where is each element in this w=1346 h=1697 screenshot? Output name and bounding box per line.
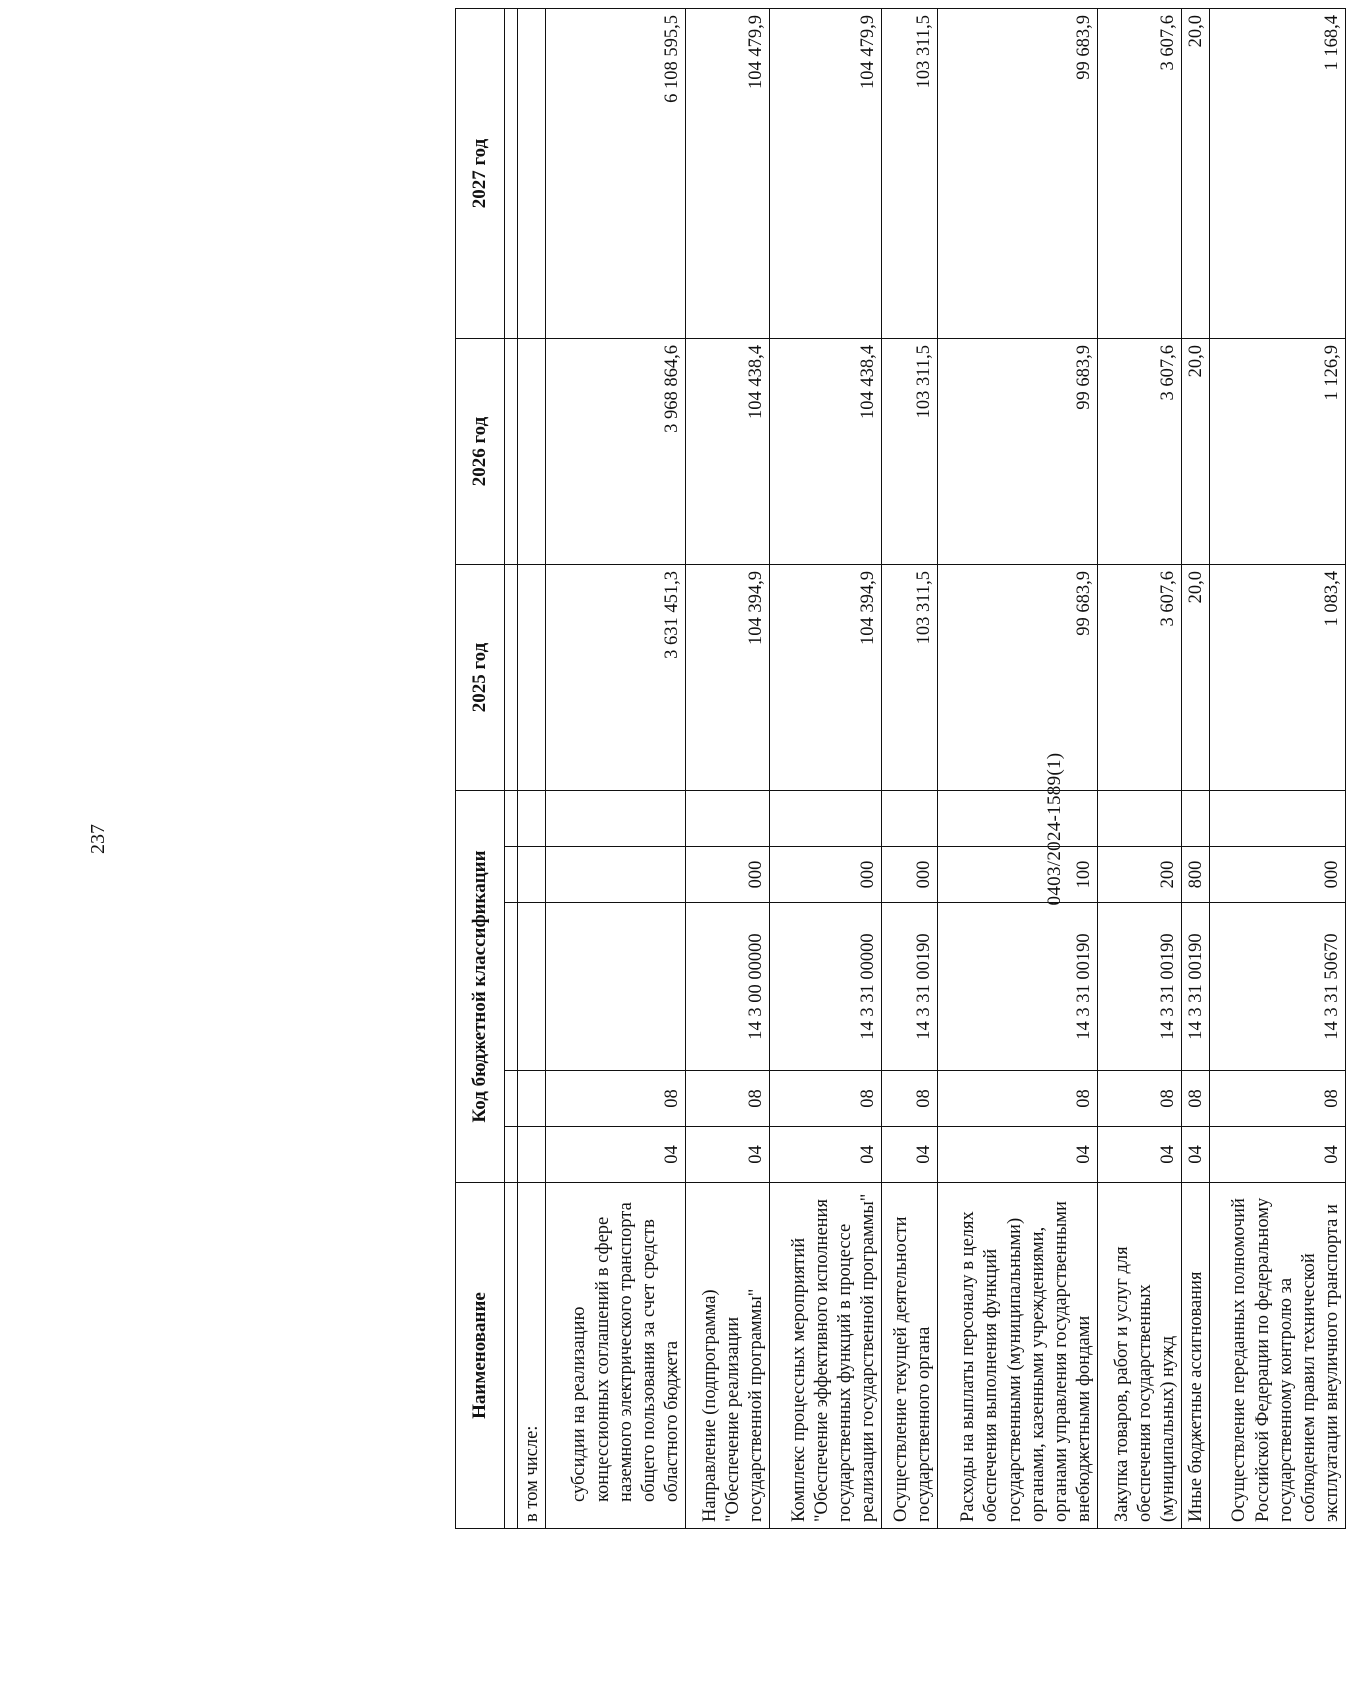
- table-row: [546, 9, 686, 1529]
- table-row: [1098, 9, 1182, 1529]
- table-row: [1210, 9, 1346, 1529]
- value-2026: 103 311,5: [882, 339, 938, 565]
- code-target-article: 14 3 00 00000: [686, 903, 770, 1071]
- code-empty: [882, 791, 938, 847]
- value-2025: 1 083,4: [1210, 565, 1346, 791]
- code-expense-type: 000: [686, 847, 770, 903]
- code-target-article: 14 3 31 00000: [770, 903, 882, 1071]
- value-2025: 104 394,9: [770, 565, 882, 791]
- header-classification-code: Код бюджетной классификации: [456, 791, 505, 1183]
- value-2027: 1 168,4: [1210, 9, 1346, 339]
- spacer-cell: [505, 1071, 518, 1127]
- code-empty: [518, 791, 546, 847]
- code-target-article: 14 3 31 00190: [938, 903, 1098, 1071]
- code-section: 04: [686, 1127, 770, 1183]
- row-name: Комплекс процессных мероприятий "Обеспечение эффективного исполнения государственных функций в процессе реализации государственной программы": [770, 1183, 882, 1529]
- code-target-article: 14 3 31 00190: [882, 903, 938, 1071]
- table-row: [882, 9, 938, 1529]
- code-expense-type: 000: [770, 847, 882, 903]
- code-subsection: 08: [938, 1071, 1098, 1127]
- table-row: [686, 9, 770, 1529]
- code-section: 04: [882, 1127, 938, 1183]
- row-name: субсидии на реализацию концессионных соглашений в сфере наземного электрического транспорта общего пользования за счет средств областного бюджета: [546, 1183, 686, 1529]
- code-expense-type: 800: [1182, 847, 1210, 903]
- code-empty: [1098, 791, 1182, 847]
- code-section: 04: [938, 1127, 1098, 1183]
- value-2025: 20,0: [1182, 565, 1210, 791]
- budget-table-container: [455, 9, 1342, 1529]
- value-2025: 103 311,5: [882, 565, 938, 791]
- table-header-row: [456, 9, 505, 1529]
- row-name: Осуществление переданных полномочий Российской Федерации по федеральному государственному контролю за соблюдением правил технической эксплуатации внеуличного транспорта и: [1210, 1183, 1346, 1529]
- value-2027: 3 607,6: [1098, 9, 1182, 339]
- code-section: 04: [1098, 1127, 1182, 1183]
- code-subsection: [518, 1071, 546, 1127]
- value-2026: 104 438,4: [770, 339, 882, 565]
- value-2025: 104 394,9: [686, 565, 770, 791]
- spacer-cell: [505, 9, 518, 339]
- header-subcolumn-row: [505, 9, 518, 1529]
- spacer-cell: [505, 565, 518, 791]
- code-target-article: 14 3 31 00190: [1098, 903, 1182, 1071]
- code-subsection: 08: [1098, 1071, 1182, 1127]
- header-2025: 2025 год: [456, 565, 505, 791]
- value-2025: 3 607,6: [1098, 565, 1182, 791]
- value-2026: [518, 339, 546, 565]
- row-name: Расходы на выплаты персоналу в целях обеспечения выполнения функций государственными (муниципальными) органами, казенными учреждениями, органами управления государственными внебюджетными фондами: [938, 1183, 1098, 1529]
- table-row: [938, 9, 1098, 1529]
- value-2026: 104 438,4: [686, 339, 770, 565]
- value-2026: 1 126,9: [1210, 339, 1346, 565]
- header-2027: 2027 год: [456, 9, 505, 339]
- table-row: [1182, 9, 1210, 1529]
- code-subsection: 08: [686, 1071, 770, 1127]
- code-target-article: [518, 903, 546, 1071]
- code-target-article: 14 3 31 00190: [1182, 903, 1210, 1071]
- code-expense-type: 000: [1210, 847, 1346, 903]
- document-code: 0403/2024-1589(1): [1044, 752, 1065, 906]
- spacer-cell: [505, 1183, 518, 1529]
- code-empty: [1210, 791, 1346, 847]
- value-2027: 104 479,9: [770, 9, 882, 339]
- code-subsection: 08: [1210, 1071, 1346, 1127]
- code-target-article: [546, 903, 686, 1071]
- row-name: Закупка товаров, работ и услуг для обеспечения государственных (муниципальных) нужд: [1098, 1183, 1182, 1529]
- table-row: [770, 9, 882, 1529]
- code-section: 04: [770, 1127, 882, 1183]
- page-number: 237: [87, 824, 109, 854]
- value-2027: 20,0: [1182, 9, 1210, 339]
- spacer-cell: [505, 791, 518, 847]
- spacer-cell: [505, 847, 518, 903]
- value-2026: 3 968 864,6: [546, 339, 686, 565]
- value-2027: 104 479,9: [686, 9, 770, 339]
- header-name: Наименование: [456, 1183, 505, 1529]
- code-section: 04: [1210, 1127, 1346, 1183]
- value-2025: [518, 565, 546, 791]
- code-subsection: 08: [1182, 1071, 1210, 1127]
- code-expense-type: [546, 847, 686, 903]
- code-target-article: 14 3 31 50670: [1210, 903, 1346, 1071]
- code-subsection: 08: [882, 1071, 938, 1127]
- value-2027: [518, 9, 546, 339]
- value-2027: 103 311,5: [882, 9, 938, 339]
- spacer-cell: [505, 1127, 518, 1183]
- code-empty: [686, 791, 770, 847]
- code-empty: [938, 791, 1098, 847]
- code-expense-type: 000: [882, 847, 938, 903]
- code-expense-type: [518, 847, 546, 903]
- spacer-cell: [505, 903, 518, 1071]
- code-expense-type: 100: [938, 847, 1098, 903]
- value-2026: 3 607,6: [1098, 339, 1182, 565]
- value-2026: 20,0: [1182, 339, 1210, 565]
- row-name: Осуществление текущей деятельности государственного органа: [882, 1183, 938, 1529]
- spacer-cell: [505, 339, 518, 565]
- code-subsection: 08: [770, 1071, 882, 1127]
- value-2026: 99 683,9: [938, 339, 1098, 565]
- value-2025: 3 631 451,3: [546, 565, 686, 791]
- row-name: Направление (подпрограмма) "Обеспечение реализации государственной программы": [686, 1183, 770, 1529]
- code-section: 04: [1182, 1127, 1210, 1183]
- table-row: [518, 9, 546, 1529]
- code-section: [518, 1127, 546, 1183]
- budget-table: [455, 8, 1346, 1529]
- value-2027: 99 683,9: [938, 9, 1098, 339]
- code-empty: [1182, 791, 1210, 847]
- value-2027: 6 108 595,5: [546, 9, 686, 339]
- header-2026: 2026 год: [456, 339, 505, 565]
- value-2025: 99 683,9: [938, 565, 1098, 791]
- code-subsection: 08: [546, 1071, 686, 1127]
- code-section: 04: [546, 1127, 686, 1183]
- code-empty: [546, 791, 686, 847]
- row-name: Иные бюджетные ассигнования: [1182, 1183, 1210, 1529]
- row-name: в том числе:: [518, 1183, 546, 1529]
- code-expense-type: 200: [1098, 847, 1182, 903]
- code-empty: [770, 791, 882, 847]
